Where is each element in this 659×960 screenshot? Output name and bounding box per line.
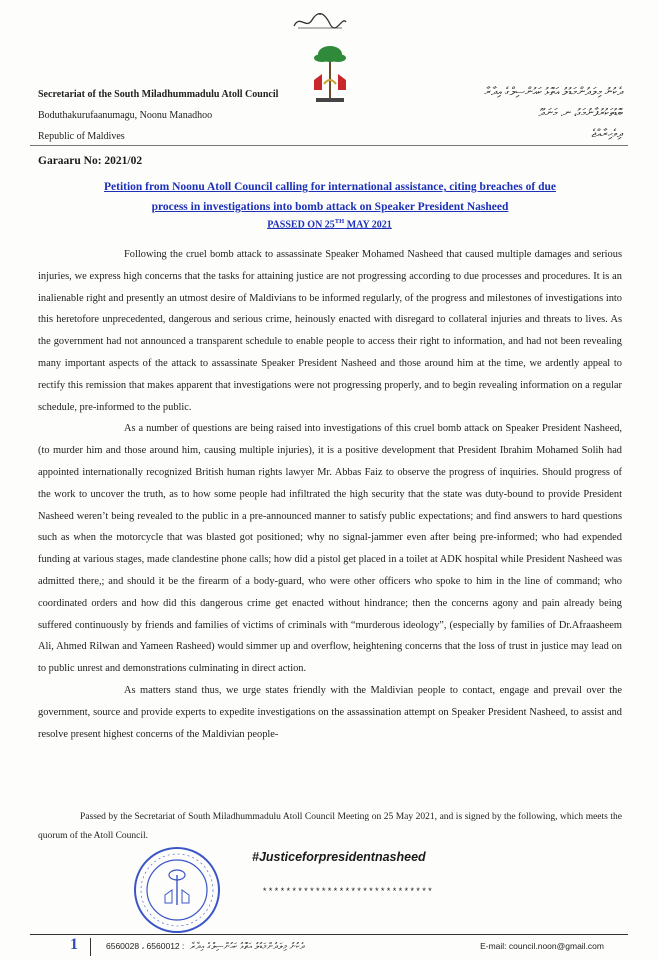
document-body xyxy=(38,244,622,745)
dhivehi-address: ބޮޑުތަކުރުފާނުމަގު، ނ. މަނަދޫ xyxy=(538,107,623,119)
passed-suffix: MAY 2021 xyxy=(344,219,392,231)
header-divider xyxy=(30,145,628,146)
council-address: Boduthakurufaanumagu, Noonu Manadhoo xyxy=(38,110,213,121)
paragraph-2: As a number of questions are being raised into investigations of this cruel bomb attack on Speaker President Nasheed, (to murder him and those around him, causing multiple injuries), it is a positive development that President Ibrahim Mohamed Solih had appointed internationally recognized British human rights lawyer Mr. Abbas Faiz to observe the progress of inquiries. Should progress of the work to uncover the truth, as to how some people had infiltrated the high security that the state was duty-bound to provide President Nasheed weren’t being revealed to the public in a pre-announced manner to satisfy public expectations; and find answers to hard questions such as when the motorcycle that was blasted got positioned; why no signal-jammer even after being pre-informed; who had expended funding at various stages, made clandestine phone calls; how did a pistol get placed in a toilet at ADK hospital while President Nasheed was admitted there,; and should it be the firearm of a body-guard, who were other officers who spoke to him in the line of command; who coordinated orders and how did this dangerous crime get enacted without hindrance; then the concerns agony and pain already being suffered continuously by friends and families of victims of criminals with “murderous ideology”, (especially by families of Dr.Afraasheem Ali, Ahmed Rilwan and Yameen Rasheed) would simmer up and overflow, heightening concerns that the loss of trust in justice may lead on to public unrest and demonstrations culminating in direct action. xyxy=(38,423,622,675)
council-name: Secretariat of the South Miladhummadulu Atoll Council xyxy=(38,89,279,100)
page-number: 1 xyxy=(70,936,78,953)
footer xyxy=(30,938,628,956)
closing-text: Passed by the Secretariat of South Miladhummadulu Atoll Council Meeting on 25 May 2021, and is signed by the following, which meets the quorum of the Atoll Council. xyxy=(38,812,622,841)
title-line-1: Petition from Noonu Atoll Council calling for international assistance, citing breaches of due xyxy=(103,181,556,193)
council-country: Republic of Maldives xyxy=(38,131,125,142)
council-seal-icon xyxy=(132,845,222,935)
dhivehi-council-name: ދެކުނު މިލަދުންމަޑުލު އަތޮޅު ކައުންސިލްގެ އިދާރާ xyxy=(484,86,623,98)
footer-email: E-mail: council.noon@gmail.com xyxy=(480,941,604,951)
dhivehi-letterhead xyxy=(484,82,623,145)
passed-ordinal: TH xyxy=(334,218,345,225)
english-letterhead xyxy=(38,84,278,147)
dhivehi-country: ދިވެހިރާއްޖެ xyxy=(591,128,623,140)
passed-date xyxy=(0,218,659,230)
paragraph-1: Following the cruel bomb attack to assassinate Speaker Mohamed Nasheed that caused multiple damages and serious injuries, we express high concerns that the tasks for attaining justice are not progressing according to due processes and procedures. It is an inalienable right and presently an utmost desire of Maldivians to be informed regularly, of the progress and milestones of investigations into this heretofore unprecedented, dangerous and serious crime, heinously enacted with disregard to collateral injuries and threats to lives. As the government had not announced a transparent schedule to enable people to access their right to information, and had not been revealing many important aspects of the attack to assassinate Speaker President Nasheed and those around him at the time, we ardently appeal to rectify this remission that makes apparent that investigations were not progressing properly, and to begin revealing information on a regular schedule, pre-informed to the public. xyxy=(38,249,622,413)
document-title xyxy=(40,177,620,217)
signature-separator: ***************************** xyxy=(262,887,434,897)
phone-numbers: 6560028 ، 6560012 : xyxy=(106,941,185,951)
paragraph-3: As matters stand thus, we urge states friendly with the Maldivian people to contact, engage and prevail over the government, source and provide experts to expedite investigations on the assassination attempt on Speaker President Nasheed, to assist and resolve present highest concerns of the Maldivian people- xyxy=(38,684,622,740)
footer-address-dhivehi: ދެކުނު މިލަދުންމަޑުލު އަތޮޅު ކައުންސިލްގެ އިދާރާ xyxy=(190,941,305,951)
hashtag: #Justiceforpresidentnasheed xyxy=(252,850,426,864)
maldives-emblem-icon xyxy=(300,40,360,110)
footer-divider xyxy=(30,934,628,935)
resolution-number: Garaaru No: 2021/02 xyxy=(38,155,143,167)
footer-separator xyxy=(90,938,91,956)
passed-prefix: PASSED ON 25 xyxy=(267,219,335,231)
title-line-2: process in investigations into bomb attack on Speaker President Nasheed xyxy=(151,201,509,213)
bismillah-calligraphy xyxy=(290,8,350,34)
closing-statement xyxy=(38,808,622,846)
